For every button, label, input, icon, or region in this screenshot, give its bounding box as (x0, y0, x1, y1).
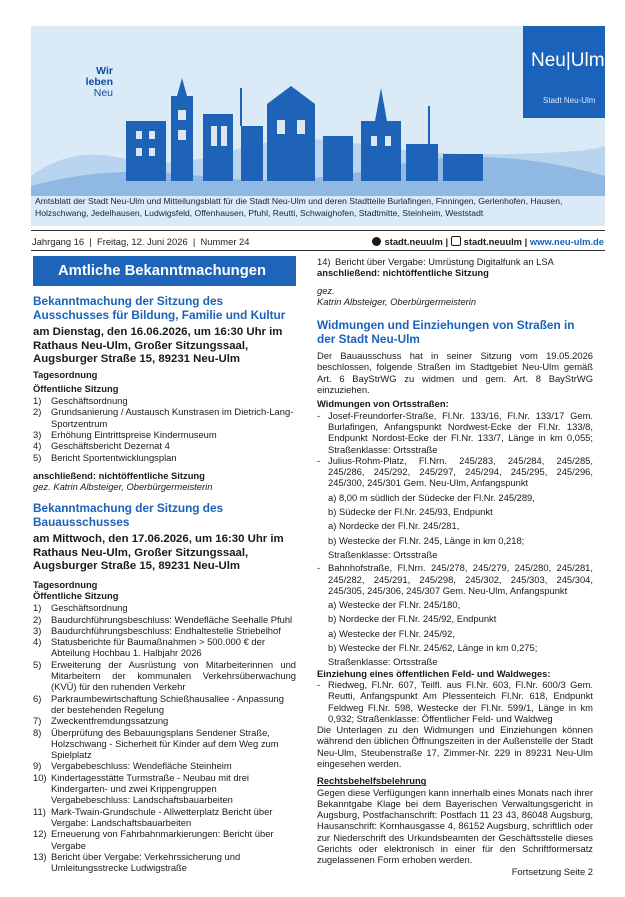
notice-title: Bekanntmachung der Sitzung des Ausschusses für Bildung, Familie und Kultur (33, 294, 286, 323)
motto-line: Wir (96, 65, 113, 77)
motto-line: Neu (93, 87, 113, 99)
masthead (31, 26, 605, 226)
entry-detail: a) Westecke der Fl.Nr. 245/180, (328, 599, 461, 611)
agenda-item: 1) Geschäftsordnung (33, 395, 128, 407)
entry-detail: b) Westecke der Fl.Nr. 245, Länge in km 0,218; (328, 534, 525, 546)
dedication-label: Widmungen von Ortsstraßen: (317, 398, 449, 410)
facebook-icon (372, 237, 381, 246)
signature-gez: gez. (317, 284, 335, 296)
agenda-item: 2) Grundsanierung / Austausch Kunstrasen im Dietrich-Lang-Sportzentrum (33, 406, 294, 429)
public-session-label: Öffentliche Sitzung (33, 590, 119, 601)
dedication-entry: - Bahnhofstraße, Fl.Nrn. 245/278, 245/279, 245/280, 245/281, 245/282, 245/291, 245/298, 245/302, 245/303, 245/304, 245/305, 245/306, 245/307 Gem. Neu-Ulm, Anfangspunkt (317, 562, 593, 596)
entry-detail: a) 8,00 m südlich der Südecke der Fl.Nr. 245/289, (328, 491, 535, 503)
agenda-item: 4) Statusberichte für Baumaßnahmen > 500.000 € der Abteilung Hochbau 1. Halbjahr 2026 (33, 636, 265, 659)
instagram-icon (451, 236, 461, 246)
agenda-item: 11) Mark-Twain-Grundschule - Allwetterplatz Bericht über Vergabe: Landschaftsbauarbeiten (33, 805, 273, 828)
legal-remedy-label: Rechtsbehelfsbelehrung (317, 775, 427, 787)
agenda-item: 5) Bericht Sportentwicklungsplan (33, 451, 177, 463)
entry-detail: a) Westecke der Fl.Nr. 245/92, (328, 627, 455, 639)
masthead-caption: Amtsblatt der Stadt Neu-Ulm und Mitteilungsblatt für die Stadt Neu-Ulm und deren Stadtteile Burlafingen, Finningen, Gerlenhofen, Hausen, Holzschwang, Jedelhausen, Ludwigsfeld, Offenhausen, Pfuhl, Reutti, Schwaighofen, Stadtmitte, Steinheim, Weststadt (35, 196, 563, 218)
notice-intro: Der Bauausschuss hat in seiner Sitzung vom 19.05.2026 beschlossen, folgende Straßen im Stadtgebiet Neu-Ulm gemäß Art. 6 BayStrWG zu widmen und gem. Art. 8 BayStrWG einzuziehen. (317, 350, 593, 396)
dedication-entry: - Julius-Rohm-Platz, Fl.Nrn. 245/283, 245/284, 245/285, 245/286, 245/292, 245/297, 245/294, 245/295, 245/296, 245/300, 245/301 Gem. Neu-Ulm, Anfangspunkt (317, 454, 593, 489)
signature: Katrin Albsteiger, Oberbürgermeisterin (317, 295, 477, 307)
instagram-link[interactable]: stadt.neuulm (463, 236, 523, 247)
agenda-item: 3) Baudurchführungsbeschluss: Endhaltestelle Striebelhof (33, 624, 281, 636)
meeting-date: am Mittwoch, den 17.06.2026, um 16:30 Uhr im Rathaus Neu-Ulm, Großer Sitzungssaal, Augsburger Straße 15, 89231 Neu-Ulm (33, 533, 284, 573)
entry-detail: Straßenklasse: Ortsstraße (328, 656, 438, 668)
agenda-item: 5) Erweiterung der Ausrüstung von Mitarbeiterinnen und Mitarbeitern der kommunalen Verkehrsüberwachung (KVÜ) für den ruhenden Verkehr (33, 658, 296, 693)
agenda-item: 4) Geschäftsbericht Dezernat 4 (33, 440, 170, 452)
agenda-item: 12) Erneuerung von Fahrbahnmarkierungen: Bericht über Vergabe (33, 828, 274, 851)
legal-remedy-text: Gegen diese Verfügungen kann innerhalb eines Monats nach ihrer Bekanntgabe Klage bei dem Bayerischen Verwaltungsgericht in Augsburg, Postfachanschrift: Postfach 11 23 43, 86048 Augsburg, Hausanschrift: Kornhausgasse 4, 86152 Augsburg, schriftlich oder zur Niederschrift des Urkundsbeamten der Geschäftsstelle dieses Gerichts oder elektronisch in einer für den Schriftformersatz zugelassenen Form erhoben werden. (317, 786, 593, 866)
agenda-list (33, 395, 296, 463)
left-column (33, 256, 296, 874)
logo-wordmark: Neu|Ulm (531, 50, 605, 71)
section-banner: Amtliche Bekanntmachungen (33, 256, 296, 286)
agenda-item: 8) Überprüfung des Bebauungsplans Sendener Straße, Holzschwang - Sicherheit für Kinder auf dem Weg zum Spielplatz (33, 726, 279, 761)
withdrawal-entry: - Riedweg, Fl.Nr. 607, Teilfl. aus Fl.Nr. 603, Fl.Nr. 600/3 Gem. Reutti, Anfangspunkt Am Plessenteich Fl.Nr. 618, Endpunkt Feldweg Fl.Nr. 598, Westecke der Fl.Nr. 599/1, Länge in km 0,932; Straßenklasse: Öffentlicher Feld- und Waldweg (317, 678, 593, 724)
issue-meta: Jahrgang 16 | Freitag, 12. Juni 2026 | Nummer 24 (32, 236, 250, 247)
agenda-list (33, 602, 296, 873)
public-session-label: Öffentliche Sitzung (33, 382, 119, 394)
notice-title: Widmungen und Einziehungen von Straßen in der Stadt Neu-Ulm (317, 318, 575, 347)
agenda-item: 10) Kindertagesstätte Turmstraße - Neubau mit drei Kindergarten- und zwei Krippengruppen Vergabebeschluss: Landschaftsbauarbeiten (33, 771, 250, 806)
website-link[interactable]: www.neu-ulm.de (529, 236, 604, 247)
entry-detail: b) Nordecke der Fl.Nr. 245/92, Endpunkt (328, 613, 497, 625)
social-links: stadt.neuulm | stadt.neuulm | www.neu-ulm.de (372, 236, 604, 247)
signature: gez. Katrin Albsteiger, Oberbürgermeisterin (33, 481, 213, 493)
withdrawal-label: Einziehung eines öffentlichen Feld- und Waldweges: (317, 667, 551, 679)
divider (31, 250, 605, 251)
entry-detail: b) Südecke der Fl.Nr. 245/93, Endpunkt (328, 506, 493, 518)
notice-outro: Die Unterlagen zu den Widmungen und Einziehungen können während den üblichen Öffnungszeiten in der Außenstelle der Stadt Neu-Ulm, Steubenstraße 17, Zimmer-Nr. 229 in 89231 Neu-Ulm eingesehen werden. (317, 724, 593, 769)
neu-ulm-logo (523, 26, 605, 118)
meeting-date: am Dienstag, den 16.06.2026, um 16:30 Uhr im Rathaus Neu-Ulm, Großer Sitzungssaal, Augsburger Straße 15, 89231 Neu-Ulm (33, 326, 283, 366)
agenda-item: 1) Geschäftsordnung (33, 602, 128, 614)
closed-session-note: anschließend: nichtöffentliche Sitzung (317, 267, 489, 279)
closed-session-note: anschließend: nichtöffentliche Sitzung (33, 469, 205, 481)
motto (61, 66, 113, 99)
facebook-link[interactable]: stadt.neuulm (384, 236, 443, 247)
agenda-label: Tagesordnung (33, 368, 98, 380)
entry-detail: b) Westecke der Fl.Nr. 245/62, Länge in km 0,275; (328, 642, 538, 654)
entry-detail: Straßenklasse: Ortsstraße (328, 548, 438, 560)
agenda-item: 2) Baudurchführungsbeschluss: Wendefläche Seehalle Pfuhl (33, 613, 293, 625)
entry-detail: a) Nordecke der Fl.Nr. 245/281, (328, 520, 460, 532)
agenda-item: 3) Erhöhung Eintrittspreise Kindermuseum (33, 429, 217, 440)
agenda-label: Tagesordnung (33, 578, 98, 590)
agenda-item: 6) Parkraumbewirtschaftung Schießhausallee - Anpassung der bestehenden Regelung (33, 692, 284, 715)
agenda-item: 14) Bericht über Vergabe: Umrüstung Digitalfunk an LSA (317, 256, 554, 267)
motto-line: leben (85, 76, 113, 88)
dedication-entry: - Josef-Freundorfer-Straße, Fl.Nr. 133/16, Fl.Nr. 133/17 Gem. Burlafingen, Anfangspunkt Nordwest-Ecke der Fl.Nr. 133/8, Endpunkt Nordost-Ecke der Fl.Nr. 133/7, Länge in km 0,055; Straßenklasse: Ortsstraße (317, 409, 593, 455)
right-column (317, 256, 593, 877)
logo-subtitle: Stadt Neu-Ulm (543, 96, 596, 105)
city-skyline-illustration (31, 26, 605, 196)
notice-title: Bekanntmachung der Sitzung des Bauausschusses (33, 501, 224, 530)
agenda-item: 13) Bericht über Vergabe: Verkehrssicherung und Umleitungsstrecke Ludwigstraße (33, 850, 241, 874)
agenda-item: 7) Zweckentfremdungssatzung (33, 715, 169, 727)
continued-note[interactable]: Fortsetzung Seite 2 (511, 865, 593, 877)
divider (31, 230, 605, 231)
agenda-item: 9) Vergabebeschluss: Wendefläche Steinheim (33, 760, 232, 772)
